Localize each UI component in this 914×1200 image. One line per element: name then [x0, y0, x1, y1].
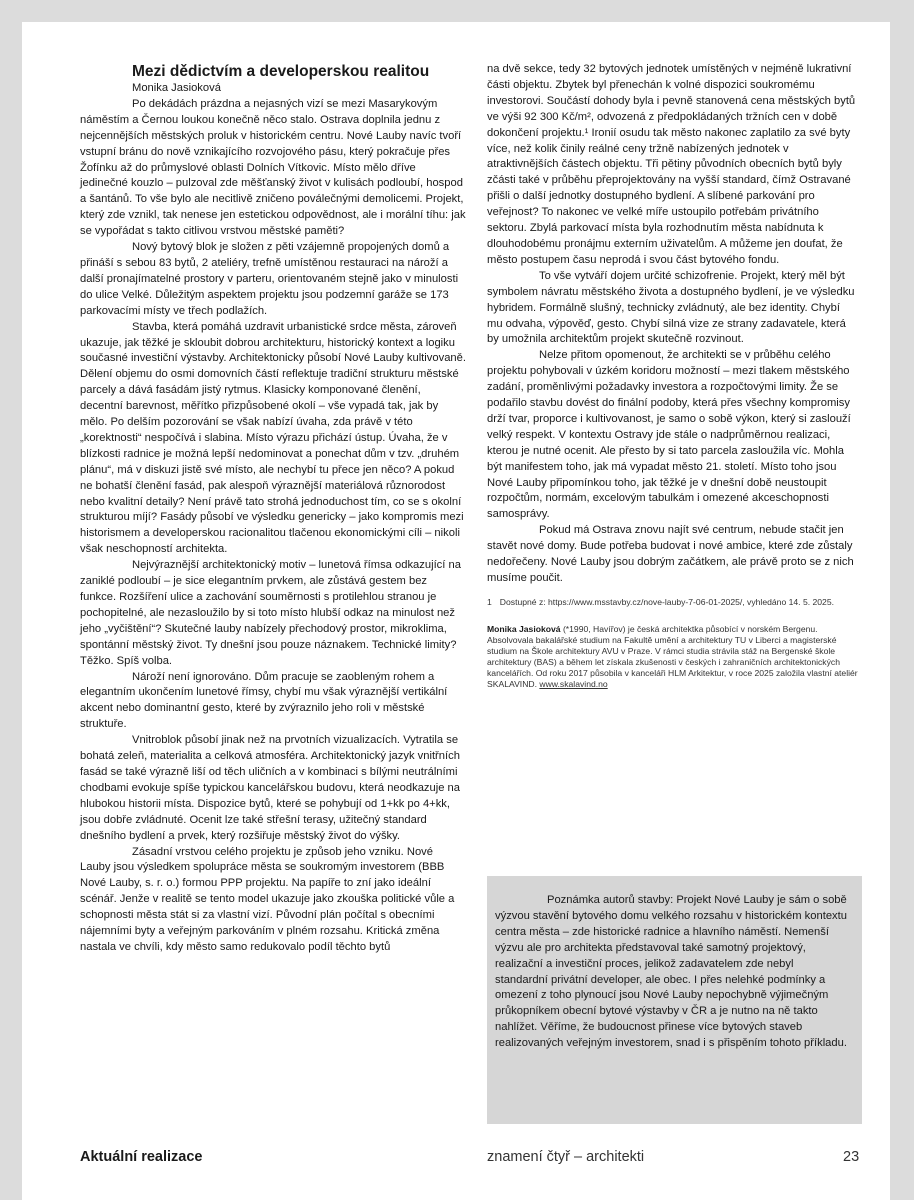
paragraph: To vše vytváří dojem určité schizofrenie. Projekt, který měl být symbolem návratu městského života a dostupného bydlení, je ve výsledku hybridem. Formálně slušný, technicky zvládnutý, ale bez identity. Chybí mu odvaha, výpověď, gesto. Chybí silná vize ze strany zadavatele, která by umožnila architektům projekt skutečně rozvinout. [487, 269, 855, 346]
paragraph: Pokud má Ostrava znovu najít své centrum, nebude stačit jen stavět nové domy. Bude potřeba budovat i nové ambice, které zde zůstaly nedořečeny. Nové Lauby jsou dobrým začátkem, ale právě proto se z nich musíme poučit. [487, 524, 854, 584]
footnote-text: Dostupné z: https://www.msstavby.cz/nove-lauby-7-06-01-2025/, vyhledáno 14. 5. 2025. [499, 596, 835, 607]
bio-text: (*1990, Havířov) je česká architektka působící v norském Bergenu. Absolvovala bakalářské studium na Fakultě umění a architektury TU v Liberci a magisterské studium na Škole architektury AVU v Praze. V rámci studia strávila stáž na Bergenské škole architektury (BAS) a během let získala zkušenosti v českých i zahraničních architektonických kancelářích. Od roku 2017 působila v kanceláři HLM Arkitektur, v roce 2025 založila vlastní ateliér SKALAVIND. [487, 623, 858, 689]
footer-magazine-name: znamení čtyř – architekti [487, 1149, 645, 1165]
article-left-column [80, 62, 466, 956]
paragraph: Po dekádách prázdna a nejasných vizí se mezi Masarykovým náměstím a Černou loukou konečně něco stalo. Ostrava doplnila jednu z nejcennějších městských proluk v historickém centru. Nové Lauby navíc tvoří vstupní bránu do nově vznikajícího rozvojového pásu, který pokračuje přes Žofínku až do průmyslové oblasti Dolních Vítkovic. Místo mělo dříve jedinečné kouzlo – pulzoval zde měšťanský život v kulisách podloubí, hospod a šantánů. To vše bylo ale necitlivě zničeno poválečnými demolicemi. Projekt, který zde vznikl, tak nenese jen estetickou odpovědnost, ale i morální tíhu: jak se vypořádat s takto citlivou vrstvou městské paměti? [80, 97, 466, 238]
paragraph: Zásadní vrstvou celého projektu je způsob jeho vzniku. Nové Lauby jsou výsledkem spolupráce města se soukromým investorem (BBB Nové Lauby, s. r. o.) formou PPP projektu. Na papíře to zní jako ideální scénář. Jenže v realitě se tento model ukazuje jako zkouška politické vůle a schopnosti města stát si za vlastní vizí. Původní plán počítal s obecními nájemními byty a veřejným parkováním v plném rozsahu. Kritická změna nastala ve chvíli, kdy město samo redukovalo podíl těchto bytů [80, 845, 455, 953]
top-margin-bar [0, 0, 914, 22]
paragraph: Nároží není ignorováno. Dům pracuje se zaobleným rohem a elegantním ukončením lunetové římsy, chybí mu však výraznější vertikální akcent nebo dominantní gesto, které by zvýraznilo jeho roli v městské struktuře. [80, 670, 448, 731]
author-bio [487, 624, 858, 690]
footnote [487, 597, 858, 608]
paragraph: na dvě sekce, tedy 32 bytových jednotek umístěných v nejméně lukrativní části objektu. Zbytek byl přenechán k volné dispozici soukromému investorovi. Součástí dohody byla i pevně stanovená cena městských bytů ve výši 92 300 Kč/m², odvozená z předpokládaných tržních cen v době dokončení projektu.¹ Ironií osudu tak město nakonec zaplatilo za své byty více, než kolik činily reálné ceny tržně nabízených jednotek v atraktivnějších částech objektu. Tři pětiny původních obecních bytů byly zčásti také v průběhu přeprojektovány na vyšší standard, čímž Ostravané přišli o další jednotky dostupného bydlení. A slíbené parkování pro veřejnost? To nakonec ve velké míře ustoupilo potřebám privátního sektoru. Zbylá parkovací místa byla rozhodnutím města nabídnuta k dlouhodobému pronájmu externím uživatelům. A můžeme jen doufat, že město postupem času neprodá i svou část bytového fondu. [487, 63, 856, 266]
paragraph: Nový bytový blok je složen z pěti vzájemně propojených domů a přináší s sebou 83 bytů, 2 ateliéry, trefně umístěnou restauraci na nároží a další pronajímatelné prostory v parteru, orientovaném stejně jako v minulosti do ulice Velké. Důležitým aspektem projektu jsou podzemní garáže se 173 parkovacími místy ve třech podlažích. [80, 241, 459, 317]
footer-section-title: Aktuální realizace [80, 1149, 203, 1165]
architects-note-box [487, 876, 862, 1124]
page-number: 23 [843, 1149, 860, 1165]
footnote-number: 1 [487, 596, 492, 607]
article-author: Monika Jasioková [132, 82, 221, 94]
paragraph: Stavba, která pomáhá uzdravit urbanistické srdce města, zároveň ukazuje, jak těžké je skloubit dobrou architekturu, historický kontext a logiku současné investiční výstavby. Architektonicky působí Nové Lauby kultivovaně. Dělení objemu do osmi domovních částí reflektuje tradiční strukturu městské parcely a dává fasádám jistý rytmus. Klasicky komponované členění, decentní barevnost, měřítko přizpůsobené okolí – vše vypadá tak, jak by mělo. Po delším pozorování se však nabízí úvaha, zda právě v této „korektnosti“ nespočívá i slabina. Místo výrazu přichází ústup. Úvaha, že v blízkosti radnice je možná lepší nedominovat a ponechat dům v tzv. „druhém plánu“, má v diskuzi jistě své místo, ale nechybí tu přece jen něco? A pokud ne bohatší členění fasád, pak alespoň výraznější materiálová různorodost nebo kvalitní detaily? Není právě tato strohá jednoduchost tím, co se s okolní strukturou míjí? Fasády působí ve výsledku genericky – jako kompromis mezi historismem a developerskou racionalitou tlačenou ekonomickými cíli – nikoli však neschopností architekta. [80, 320, 466, 556]
left-margin-bar [0, 0, 22, 1200]
right-margin-bar [890, 0, 914, 1200]
architects-note-text: Poznámka autorů stavby: Projekt Nové Lauby je sám o sobě výzvou stavění bytového domu velkého rozsahu v historickém kontextu centra města – zde historické radnice a hlavního náměstí. Nemenší výzvu ale pro architekta představoval také samotný projektový, realizační a investiční proces, jelikož zadavatelem zde nebyl standardní privátní developer, ale obec. I přes nelehké podmínky a omezení z toho plynoucí jsou Nové Lauby nepochybně výjimečným průkopníkem obecní bytové výstavby v ČR a je nutno na ně takto nahlížet. Věříme, že budoucnost přinese více bytových staveb realizovaných veřejným investorem, snad i s přispěním tohoto příkladu. [495, 894, 847, 1050]
paragraph: Vnitroblok působí jinak než na prvotních vizualizacích. Vytratila se bohatá zeleň, materialita a celková atmosféra. Architektonický jazyk vnitřních fasád se také výrazně liší od těch uličních a v kombinaci s bílými neutrálními chodbami evokuje spíše typickou kancelářskou budovu, která neodkazuje na hlubokou historii místa. Dispozice bytů, které se pohybují od 1+kk po 4+kk, jsou dobře zvládnuté. Ocenit lze také střešní terasy, užitečný standard dnešního bydlení a prvek, který rozšiřuje městský život do výšky. [80, 734, 460, 842]
bio-name: Monika Jasioková [487, 623, 561, 634]
paragraph: Nelze přitom opomenout, že architekti se v průběhu celého projektu pohybovali v úzkém koridoru možností – mezi tlakem městského zadání, proměnlivými požadavky investora a rozpočtovými limity. Že se podařilo stavbu dovést do finální podoby, která přes všechny kompromisy drží tvar, proporce i kultivovanost, je samo o sobě výkon, který si zaslouží velký respekt. V kontextu Ostravy jde stále o nadprůměrnou realizaci, kterou je nutné ocenit. Ale přesto by si tato parcela zasloužila víc. Mohla být manifestem toho, jak má vypadat město 21. století. Místo toho jsou Nové Lauby připomínkou toho, jak těžké je v dnešní době neustoupit rozpočtům, normám, excelovým tabulkám i omezené akceschopnosti samosprávy. [487, 349, 851, 521]
article-title: Mezi dědictvím a developerskou realitou [132, 63, 430, 80]
bio-website-link[interactable]: www.skalavind.no [539, 678, 608, 689]
article-right-column [487, 62, 858, 690]
paragraph: Nejvýraznější architektonický motiv – lunetová římsa odkazující na zaniklé podloubí – je sice elegantním prvkem, ale zůstává gestem bez funkce. Rozšíření ulice a zachování souměrnosti s protilehlou stranou je pochopitelné, ale nezasloužilo by si toto místo hlubší odkaz na minulost než jeho „vyčištění“? Skutečné lauby nabízely přechodový prostor, mikroklima, spontánní městský život. Ty dnešní jsou pouze náznakem. Technické limity? Těžko. Spíš volba. [80, 559, 461, 667]
